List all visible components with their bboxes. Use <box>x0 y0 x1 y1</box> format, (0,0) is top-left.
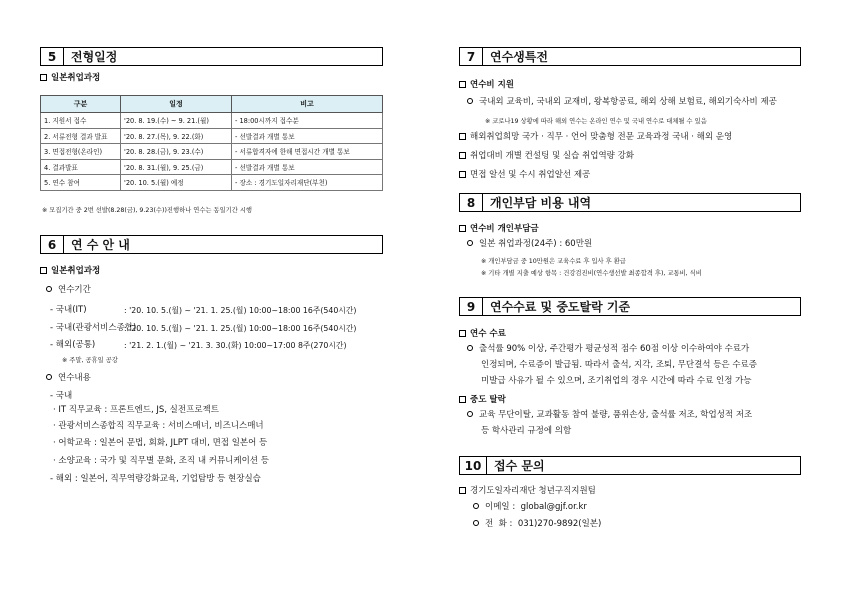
circle-bullet-icon <box>467 240 473 246</box>
section-number: 7 <box>460 48 483 65</box>
subheading-japan-course: 일본취업과정 <box>40 73 100 84</box>
checkbox-square-icon <box>40 267 47 274</box>
benefit-item: 취업대비 개별 컨설팅 및 실습 취업역량 강화 <box>459 151 634 162</box>
content-heading: 연수내용 <box>46 373 91 384</box>
section-title: 개인부담 비용 내역 <box>490 196 592 210</box>
circle-bullet-icon <box>467 411 473 417</box>
benefit-item: 국내외 교육비, 국내외 교재비, 왕복항공료, 해외 상해 보험료, 해외기숙사비 제공 <box>467 97 777 108</box>
period-domestic-it-value: : '20. 10. 5.(월) ~ '21. 1. 25.(월) 10:00~18:00 16주(540시간) <box>124 306 357 315</box>
dropout-text: 교육 무단이탈, 교과활동 참여 불량, 품위손상, 출석률 저조, 학업성적 저조 <box>467 410 752 421</box>
table-row <box>41 128 383 144</box>
checkbox-square-icon <box>459 225 466 232</box>
table-header: 일정 <box>121 96 232 113</box>
content-domestic: - 국내 <box>50 391 73 401</box>
period-overseas-label: - 해외(공통) <box>50 340 96 350</box>
table-cell: 5. 연수 참여 <box>41 175 121 191</box>
checkbox-square-icon <box>459 396 466 403</box>
table-cell: '20. 8. 27.(목), 9. 22.(화) <box>121 128 232 144</box>
table-cell: 4. 결과발표 <box>41 159 121 175</box>
subheading-dropout: 중도 탈락 <box>459 395 506 406</box>
table-header: 구분 <box>41 96 121 113</box>
table-cell: '20. 8. 19.(수) ~ 9. 21.(월) <box>121 113 232 129</box>
table-cell: - 장소 : 경기도일자리재단(부천) <box>232 175 383 191</box>
email-label: 이메일 : <box>485 502 516 512</box>
section-number: 8 <box>460 194 483 211</box>
circle-bullet-icon <box>473 503 479 509</box>
content-item: · 관광서비스종합직 직무교육 : 서비스매너, 비즈니스매너 <box>53 421 264 431</box>
section-9-header <box>459 297 801 316</box>
table-row <box>41 175 383 191</box>
circle-bullet-icon <box>473 520 479 526</box>
table-cell: 1. 지원서 접수 <box>41 113 121 129</box>
section-5-header <box>40 47 383 66</box>
completion-text: 미발급 사유가 될 수 있으며, 조기취업의 경우 시간에 따라 수료 인정 가능 <box>481 376 752 386</box>
section-title: 연수수료 및 중도탈락 기준 <box>490 300 631 314</box>
table-header: 비고 <box>232 96 383 113</box>
period-domestic-service-label: - 국내(관광서비스종합) <box>50 323 137 333</box>
completion-text: 출석률 90% 이상, 주간평가 평균성적 점수 60점 이상 이수하여야 수료가 <box>467 344 749 355</box>
section-title: 전형일정 <box>71 50 118 64</box>
subheading-japan-course: 일본취업과정 <box>40 266 100 277</box>
section-7-header <box>459 47 801 66</box>
cost-note: ※ 개인부담금 중 10만원은 교육수료 후 입사 후 환급 <box>481 258 626 265</box>
schedule-table <box>40 95 383 191</box>
table-cell: - 서류합격자에 한해 면접시간 개별 통보 <box>232 144 383 160</box>
period-overseas-value: : '21. 2. 1.(월) ~ '21. 3. 30.(화) 10:00~17:00 8주(270시간) <box>124 341 347 350</box>
benefit-item: 면접 알선 및 수시 취업알선 제공 <box>459 170 590 181</box>
section-title: 접수 문의 <box>494 459 545 473</box>
section-6-header <box>40 235 383 254</box>
subheading-cost: 연수비 개인부담금 <box>459 224 539 235</box>
checkbox-square-icon <box>459 152 466 159</box>
period-domestic-it-label: - 국내(IT) <box>50 305 87 315</box>
table-row <box>41 159 383 175</box>
subheading-completion: 연수 수료 <box>459 329 506 340</box>
section-number: 10 <box>460 457 487 474</box>
table-cell: '20. 8. 31.(월), 9. 25.(금) <box>121 159 232 175</box>
table-cell: - 18:00시까지 접수분 <box>232 113 383 129</box>
section-8-header <box>459 193 801 212</box>
section-title: 연수생특전 <box>490 50 548 64</box>
period-domestic-service-value: : '20. 10. 5.(월) ~ '21. 1. 25.(월) 10:00~18:00 16주(540시간) <box>124 324 357 333</box>
content-overseas: - 해외 : 일본어, 직무역량강화교육, 기업탐방 등 현장실습 <box>50 474 261 484</box>
benefit-note: ※ 코로나19 상황에 따라 해외 연수는 온라인 연수 및 국내 연수로 대체될 수 있음 <box>485 118 707 125</box>
subheading-support: 연수비 지원 <box>459 80 514 91</box>
table-cell: 3. 면접전형(온라인) <box>41 144 121 160</box>
contact-org: 경기도일자리재단 청년구직지원팀 <box>459 486 596 497</box>
table-cell: '20. 10. 5.(월) 예정 <box>121 175 232 191</box>
section-10-header <box>459 456 801 475</box>
table-row <box>41 113 383 129</box>
cost-note: ※ 기타 개별 지출 예상 항목 : 건강검진비(연수생선발 최종합격 후), 교통비, 식비 <box>481 270 702 277</box>
content-item: · IT 직무교육 : 프론트엔드, JS, 실전프로젝트 <box>53 405 219 415</box>
period-note: ※ 주말, 공휴일 공강 <box>62 357 118 364</box>
email-link[interactable]: global@gjf.or.kr <box>520 502 587 512</box>
table-cell: 2. 서류전형 결과 발표 <box>41 128 121 144</box>
section-number: 6 <box>41 236 64 253</box>
checkbox-square-icon <box>40 74 47 81</box>
table-header-row <box>41 96 383 113</box>
checkbox-square-icon <box>459 487 466 494</box>
cost-item: 일본 취업과정(24주) : 60만원 <box>467 239 592 250</box>
content-item: · 어학교육 : 일본어 문법, 회화, JLPT 대비, 면접 일본어 등 <box>53 438 268 448</box>
circle-bullet-icon <box>467 98 473 104</box>
section-number: 9 <box>460 298 483 315</box>
table-row <box>41 144 383 160</box>
checkbox-square-icon <box>459 81 466 88</box>
phone-number: 031)270-9892(일본) <box>517 519 602 529</box>
completion-text: 인정되며, 수료증이 발급됨. 따라서 출석, 지각, 조퇴, 무단결석 등은 수료증 <box>481 360 757 370</box>
benefit-item: 해외취업희망 국가 · 직무 · 언어 맞춤형 전문 교육과정 국내 · 해외 운영 <box>459 132 732 143</box>
circle-bullet-icon <box>46 286 52 292</box>
section-title: 연 수 안 내 <box>71 238 130 252</box>
phone-label: 전 화 : <box>485 519 513 529</box>
checkbox-square-icon <box>459 171 466 178</box>
circle-bullet-icon <box>467 345 473 351</box>
table-cell: - 선발결과 개별 통보 <box>232 159 383 175</box>
dropout-text: 등 학사관리 규정에 의함 <box>481 426 572 436</box>
table-cell: - 선발결과 개별 통보 <box>232 128 383 144</box>
contact-phone <box>473 519 601 530</box>
circle-bullet-icon <box>46 374 52 380</box>
table-cell: '20. 8. 28.(금), 9. 23.(수) <box>121 144 232 160</box>
checkbox-square-icon <box>459 133 466 140</box>
contact-email <box>473 502 587 513</box>
content-item: · 소양교육 : 국가 및 직무별 문화, 조직 내 커뮤니케이션 등 <box>53 456 269 466</box>
section-number: 5 <box>41 48 64 65</box>
checkbox-square-icon <box>459 330 466 337</box>
period-heading: 연수기간 <box>46 285 91 296</box>
schedule-note: ※ 모집기간 중 2번 선발(8.28(금), 9.23(수))진행하나 연수는 동일기간 시행 <box>42 207 252 214</box>
